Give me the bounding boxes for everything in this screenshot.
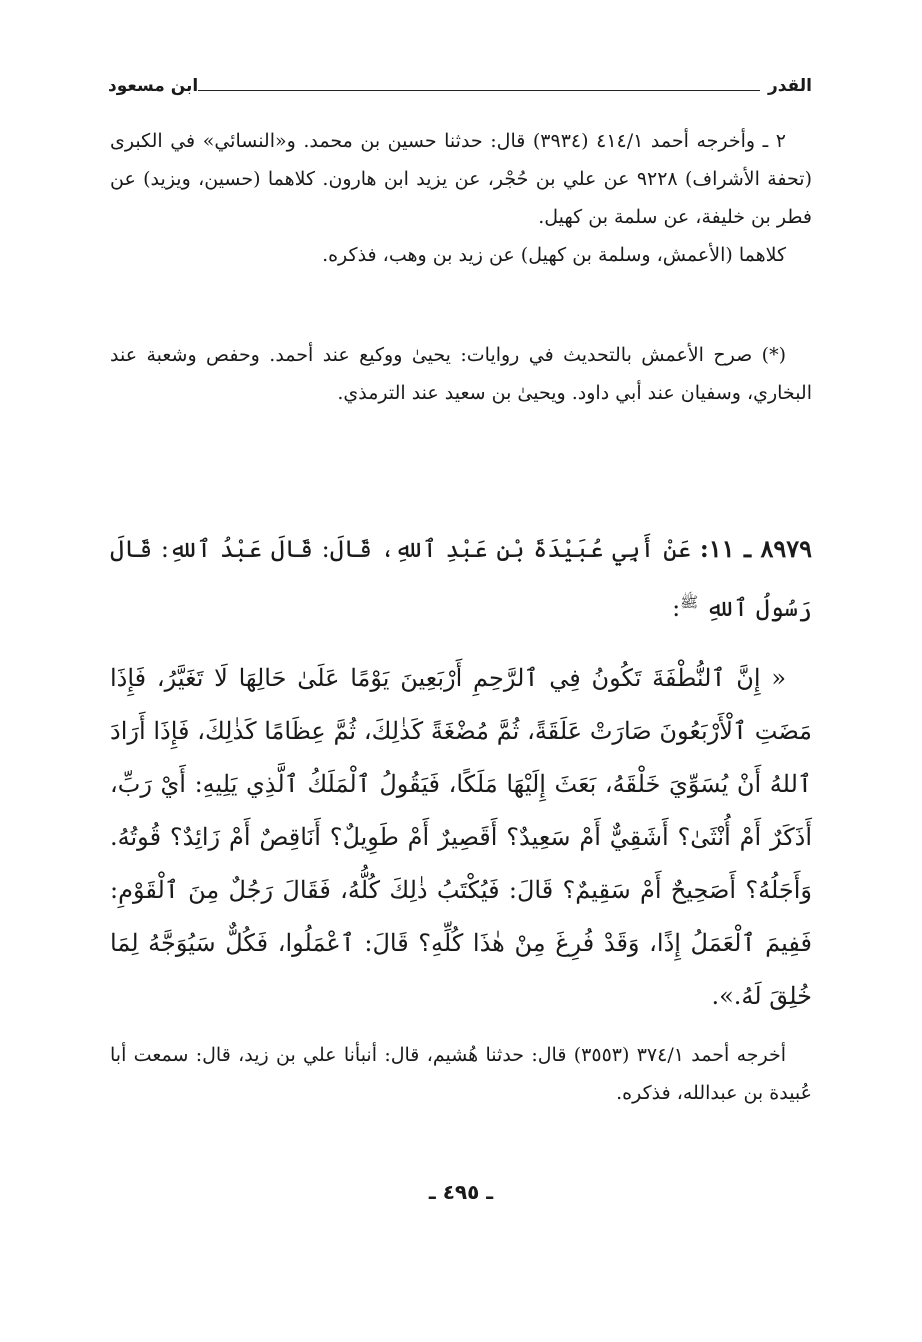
header-rule [198,90,760,91]
isnad-text: عَنْ أَبِي عُبَيْدَةَ بْنِ عَبْدِ ٱللهِ، قَالَ: قَالَ عَبْدُ ٱللهِ: قَالَ رَسُولُ ٱللهِ [110,535,812,622]
isnad-end: : [672,594,681,622]
running-header [108,72,812,100]
takhrij-paragraph-1: ٢ ـ وأخرجه أحمد ٤١٤/١ (٣٩٣٤) قال: حدثنا حسين بن محمد. و«النسائي» في الكبرى (تحفة الأشراف) ٩٢٢٨ عن علي بن حُجْر، عن يزيد ابن هارون. كلاهما (حسين، ويزيد) عن فطر بن خليفة، عن سلمة بن كهيل. [110,130,812,228]
tasrih-paragraph: (*) صرح الأعمش بالتحديث في روايات: يحيىٰ ووكيع عند أحمد. وحفص وشعبة عند البخاري، وسفيان عند أبي داود. ويحيىٰ بن سعيد عند الترمذي. [110,344,812,404]
page-number: ـ ٤٩٥ ـ [428,1180,494,1204]
isnad-paragraph [110,522,812,635]
hadith-number: ٨٩٧٩ ـ ١١: [699,534,812,563]
salla-symbol: ﷺ [680,593,699,611]
tasrih-note [110,336,812,412]
takhrij-top [110,122,812,274]
takhrij-paragraph-2: كلاهما (الأعمش، وسلمة بن كهيل) عن زيد بن وهب، فذكره. [322,244,786,266]
takhrij-bottom [110,1036,812,1112]
hadith-matn [110,652,812,1023]
hadith-isnad [110,522,812,635]
chapter-title: القدر [767,76,812,96]
author-title: ابن مسعود [108,76,199,96]
takhrij-bottom-paragraph: أخرجه أحمد ٣٧٤/١ (٣٥٥٣) قال: حدثنا هُشيم، قال: أنبأنا علي بن زيد، قال: سمعت أبا عُبيدة بن عبدالله، فذكره. [110,1044,812,1104]
matn-paragraph: « إِنَّ ٱلنُّطْفَةَ تَكُونُ فِي ٱلرَّحِمِ أَرْبَعِينَ يَوْمًا عَلَىٰ حَالِهَا لَا تَغَيَّرُ، فَإِذَا مَضَتِ ٱلْأَرْبَعُونَ صَارَتْ عَلَقَةً، ثُمَّ مُضْغَةً كَذٰلِكَ، ثُمَّ عِظَامًا كَذٰلِكَ، فَإِذَا أَرَادَ ٱللهُ أَنْ يُسَوِّيَ خَلْقَهُ، بَعَثَ إِلَيْهَا مَلَكًا، فَيَقُولُ ٱلْمَلَكُ ٱلَّذِي يَلِيهِ: أَيْ رَبِّ، أَذَكَرٌ أَمْ أُنْثَىٰ؟ أَشَقِيٌّ أَمْ سَعِيدٌ؟ أَقَصِيرٌ أَمْ طَوِيلٌ؟ أَنَاقِصٌ أَمْ زَائِدٌ؟ قُوتُهُ. وَأَجَلُهُ؟ أَصَحِيحٌ أَمْ سَقِيمٌ؟ قَالَ: فَيُكْتَبُ ذٰلِكَ كُلُّهُ، فَقَالَ رَجُلٌ مِنَ ٱلْقَوْمِ: فَفِيمَ ٱلْعَمَلُ إِذًا، وَقَدْ فُرِغَ مِنْ هٰذَا كُلِّهِ؟ قَالَ: ٱعْمَلُوا، فَكُلٌّ سَيُوَجَّهُ لِمَا خُلِقَ لَهُ.». [110,664,812,1010]
